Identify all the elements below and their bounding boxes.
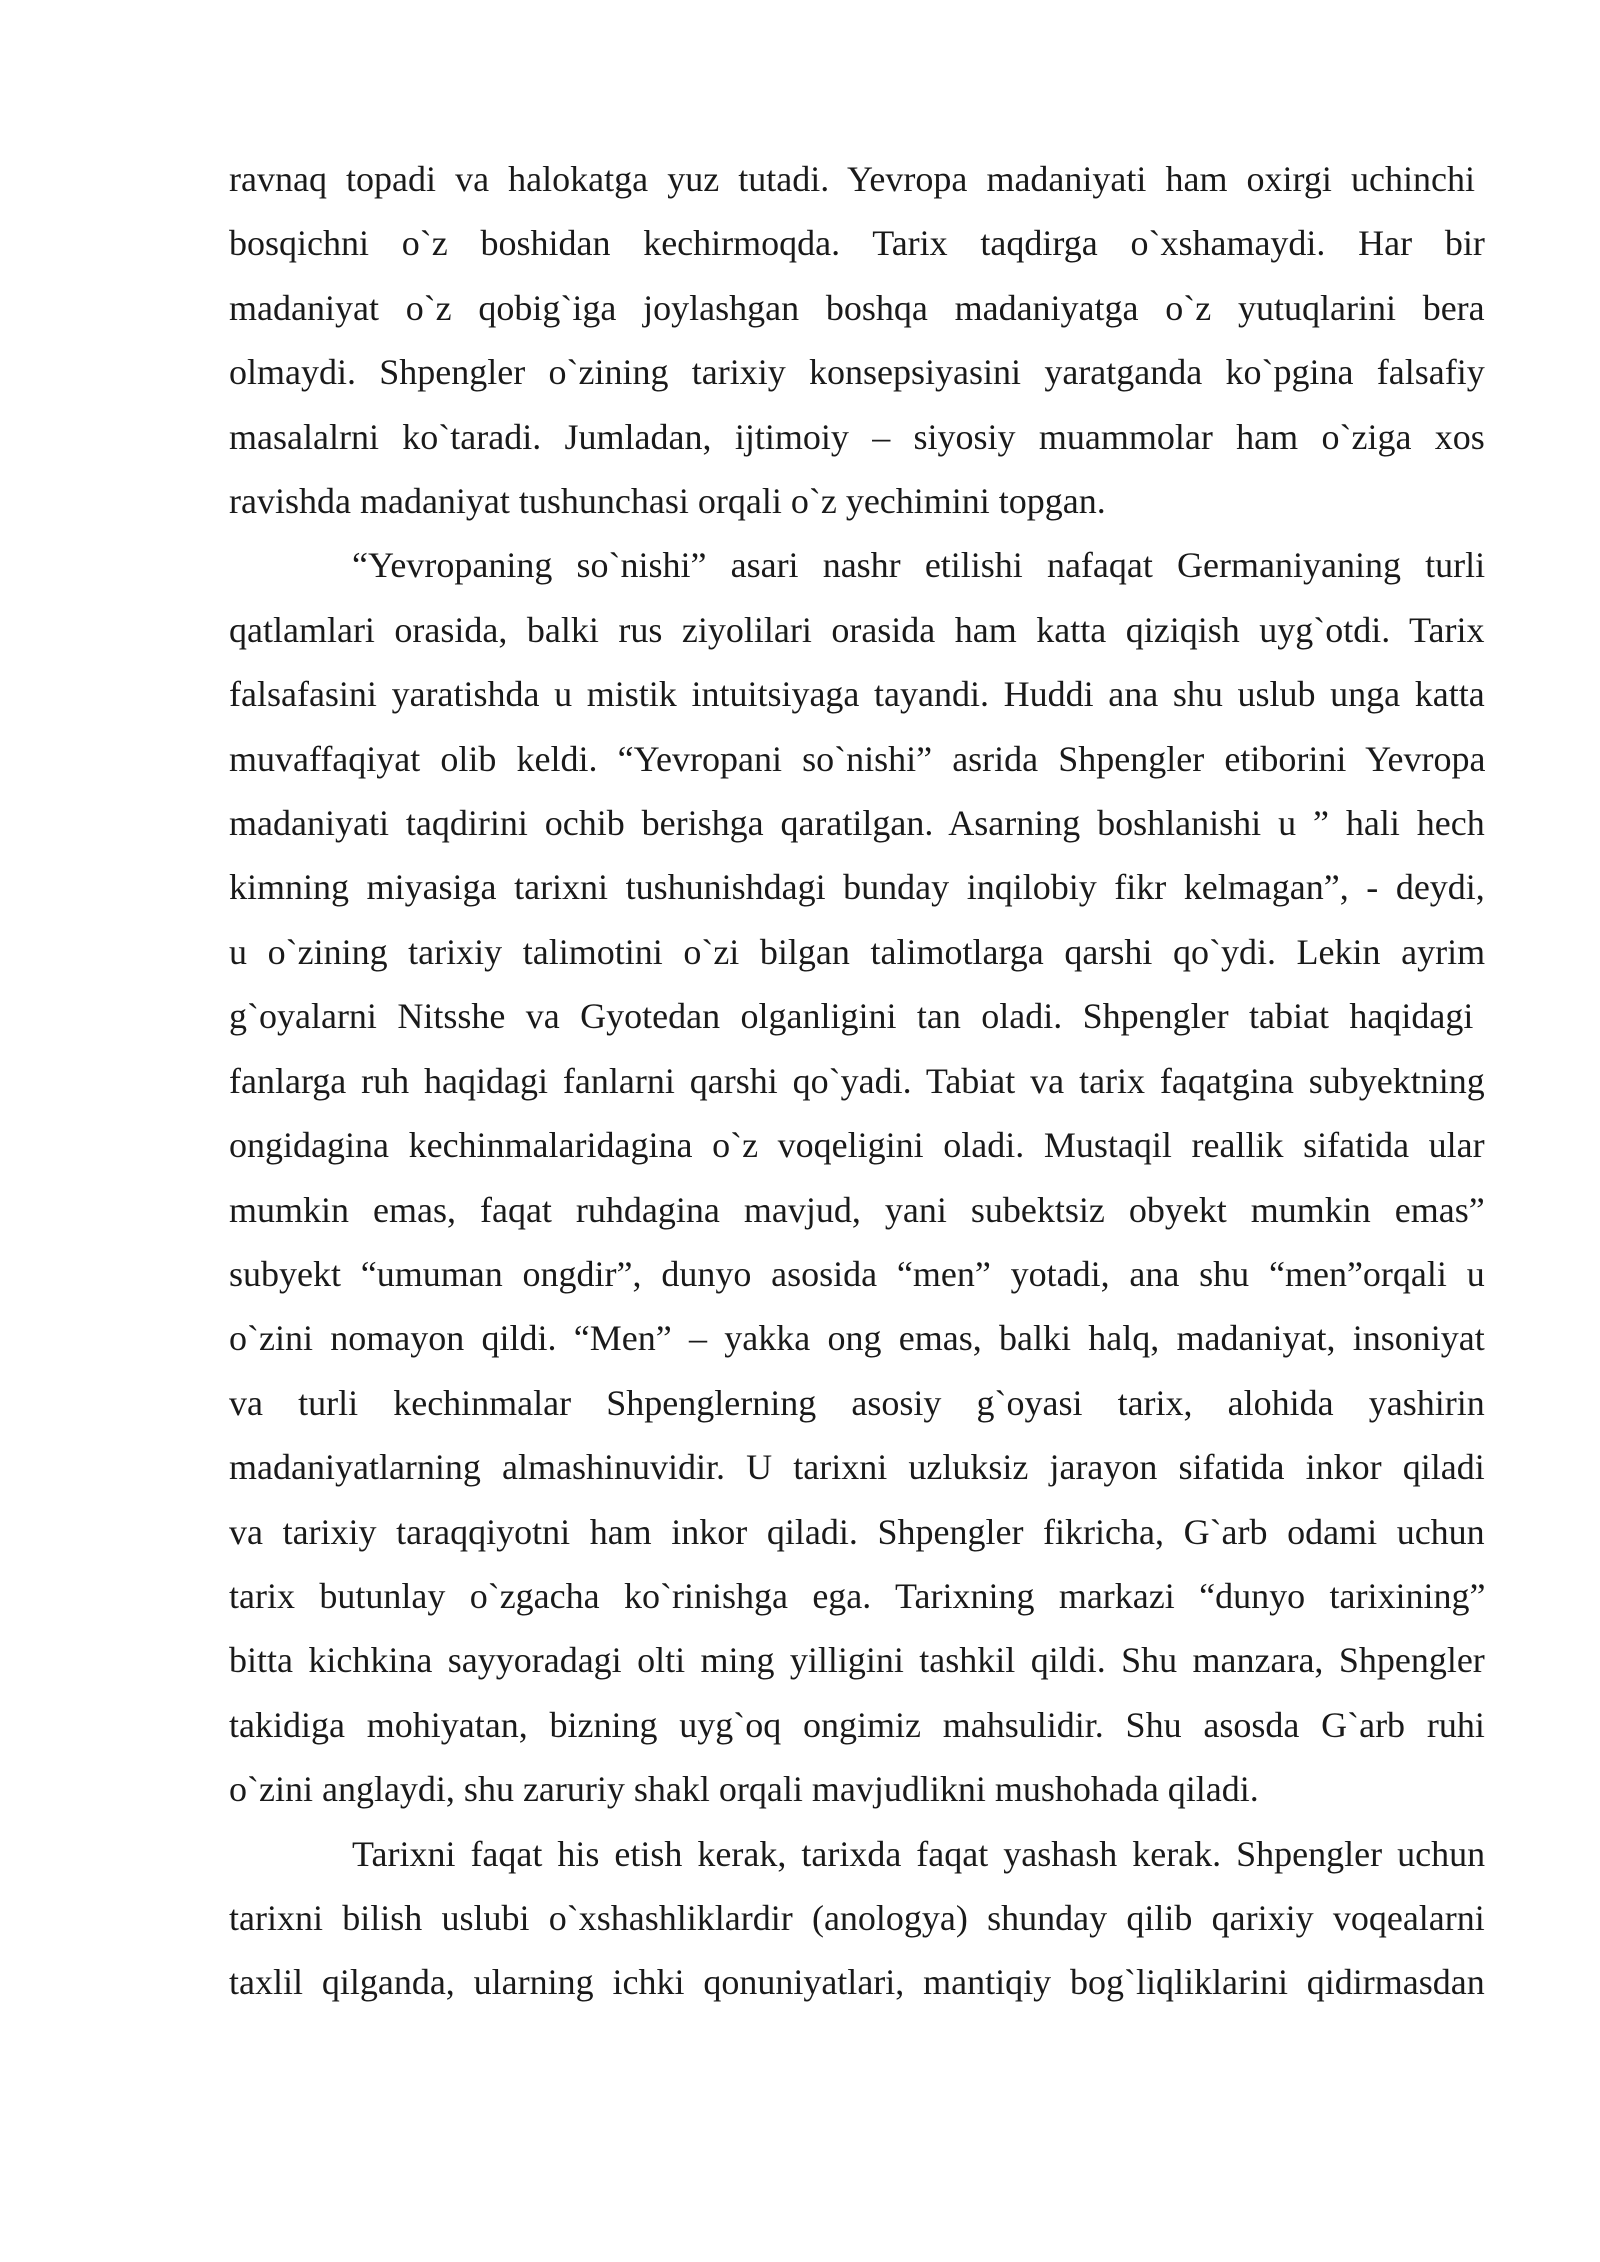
text-line: madaniyati taqdirini ochib berishga qaratilgan. Asarning boshlanishi u ” hali hech <box>229 803 1485 844</box>
text-line: va turli kechinmalar Shpenglerning asosiy g`oyasi tarix, alohida yashirin <box>229 1382 1485 1423</box>
text-line: o`zini nomayon qildi. “Men” – yakka ong emas, balki halq, madaniyat, insoniyat <box>229 1318 1485 1359</box>
text-line: mumkin emas, faqat ruhdagina mavjud, yani subektsiz obyekt mumkin emas” <box>229 1189 1485 1230</box>
text-line: tarix butunlay o`zgacha ko`rinishga ega. Tarixning markazi “dunyo tarixining” <box>229 1575 1486 1616</box>
document-body <box>229 147 1485 2015</box>
text-line: u o`zining tarixiy talimotini o`zi bilgan talimotlarga qarshi qo`ydi. Lekin ayrim <box>229 931 1486 972</box>
text-line: taxlil qilganda, ularning ichki qonuniyatlari, mantiqiy bog`liqliklarini qidirmasdan <box>229 1962 1485 2003</box>
text-line: subyekt “umuman ongdir”, dunyo asosida “men” yotadi, ana shu “men”orqali u <box>229 1253 1485 1294</box>
paragraph-3 <box>229 1822 1485 2015</box>
text-line: takidiga mohiyatan, bizning uyg`oq ongimiz mahsulidir. Shu asosda G`arb ruhi <box>229 1704 1485 1745</box>
text-line: “Yevropaning so`nishi” asari nashr etilishi nafaqat Germaniyaning turli <box>352 545 1486 586</box>
text-line: ravishda madaniyat tushunchasi orqali o`z yechimini topgan. <box>229 481 1106 522</box>
text-line: tarixni bilish uslubi o`xshashliklardir (anologya) shunday qilib qarixiy voqealarni <box>229 1897 1485 1938</box>
text-line: muvaffaqiyat olib keldi. “Yevropani so`nishi” asrida Shpengler etiborini Yevropa <box>229 738 1486 779</box>
paragraph-2 <box>229 533 1485 1821</box>
text-line: va tarixiy taraqqiyotni ham inkor qiladi. Shpengler fikricha, G`arb odami uchun <box>229 1511 1485 1552</box>
text-line: masalalrni ko`taradi. Jumladan, ijtimoiy – siyosiy muammolar ham o`ziga xos <box>229 416 1485 457</box>
text-line: kimning miyasiga tarixni tushunishdagi bunday inqilobiy fikr kelmagan”, - deydi, <box>229 867 1485 908</box>
text-line: bitta kichkina sayyoradagi olti ming yilligini tashkil qildi. Shu manzara, Shpengler <box>229 1640 1485 1681</box>
text-line: bosqichni o`z boshidan kechirmoqda. Tarix taqdirga o`xshamaydi. Har bir <box>229 223 1485 264</box>
text-line: madaniyatlarning almashinuvidir. U tarixni uzluksiz jarayon sifatida inkor qiladi <box>229 1447 1485 1488</box>
text-line: qatlamlari orasida, balki rus ziyolilari orasida ham katta qiziqish uyg`otdi. Tarix <box>229 609 1485 650</box>
text-line: falsafasini yaratishda u mistik intuitsiyaga tayandi. Huddi ana shu uslub unga katta <box>229 674 1485 715</box>
text-line: Tarixni faqat his etish kerak, tarixda faqat yashash kerak. Shpengler uchun <box>352 1833 1486 1874</box>
text-line: madaniyat o`z qobig`iga joylashgan boshqa madaniyatga o`z yutuqlarini bera <box>229 287 1485 328</box>
text-line: g`oyalarni Nitsshe va Gyotedan olganligini tan oladi. Shpengler tabiat haqidagi <box>229 996 1474 1037</box>
text-line: o`zini anglaydi, shu zaruriy shakl orqali mavjudlikni mushohada qiladi. <box>229 1769 1259 1810</box>
text-line: ongidagina kechinmalaridagina o`z voqeligini oladi. Mustaqil reallik sifatida ular <box>229 1125 1485 1166</box>
text-line: olmaydi. Shpengler o`zining tarixiy konsepsiyasini yaratganda ko`pgina falsafiy <box>229 352 1485 393</box>
text-line: ravnaq topadi va halokatga yuz tutadi. Yevropa madaniyati ham oxirgi uchinchi <box>229 159 1475 199</box>
paragraph-1 <box>229 147 1485 533</box>
text-line: fanlarga ruh haqidagi fanlarni qarshi qo`yadi. Tabiat va tarix faqatgina subyektning <box>229 1060 1485 1101</box>
